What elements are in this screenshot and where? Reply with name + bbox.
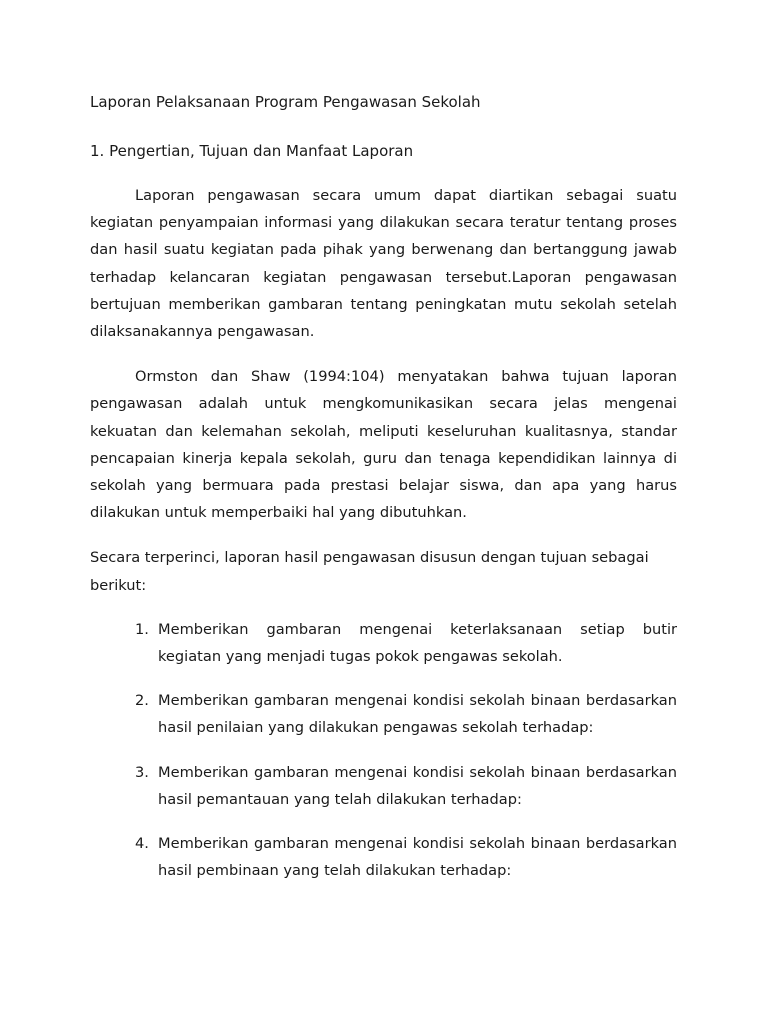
section-heading: 1. Pengertian, Tujuan dan Manfaat Laporan [90, 142, 414, 160]
list-item-number: 2. [135, 692, 149, 710]
paragraph-ormston-shaw: Ormston dan Shaw (1994:104) menyatakan bahwa tujuan laporan pengawasan adalah untuk mengkomunikasikan secara jelas mengenai kekuatan dan kelemahan sekolah, meliputi keseluruhan kualitasnya, standar pencapaian kinerja kepala sekolah, guru dan tenaga kependidikan lainnya di sekolah yang bermuara pada prestasi belajar siswa, dan apa yang harus dilakukan untuk memperbaiki hal yang dibutuhkan. [90, 368, 677, 522]
document-page [90, 89, 677, 901]
list-item-text: Memberikan gambaran mengenai keterlaksanaan setiap butir kegiatan yang menjadi tugas pokok pengawas sekolah. [158, 620, 677, 666]
list-item-text: Memberikan gambaran mengenai kondisi sekolah binaan berdasarkan hasil penilaian yang dilakukan pengawas sekolah terhadap: [158, 692, 677, 737]
document-title: Laporan Pelaksanaan Program Pengawasan Sekolah [90, 93, 481, 111]
paragraph-definition: Laporan pengawasan secara umum dapat diartikan sebagai suatu kegiatan penyampaian informasi yang dilakukan secara teratur tentang proses dan hasil suatu kegiatan pada pihak yang berwenang dan bertanggung jawab terhadap kelancaran kegiatan pengawasan tersebut.Laporan pengawasan bertujuan memberikan gambaran tentang peningkatan mutu sekolah setelah dilaksanakannya pengawasan. [90, 187, 677, 341]
list-item [90, 759, 677, 813]
list-item-number: 4. [135, 835, 149, 853]
list-item [90, 687, 677, 741]
objectives-list [90, 616, 677, 885]
list-item [90, 830, 677, 884]
list-item-number: 1. [135, 620, 149, 638]
list-item-number: 3. [135, 763, 149, 781]
list-item [90, 616, 677, 670]
list-item-text: Memberikan gambaran mengenai kondisi sekolah binaan berdasarkan hasil pemantauan yang telah dilakukan terhadap: [158, 763, 677, 808]
paragraph-list-intro: Secara terperinci, laporan hasil pengawasan disusun dengan tujuan sebagai berikut: [90, 549, 649, 594]
list-item-text: Memberikan gambaran mengenai kondisi sekolah binaan berdasarkan hasil pembinaan yang telah dilakukan terhadap: [158, 835, 677, 880]
